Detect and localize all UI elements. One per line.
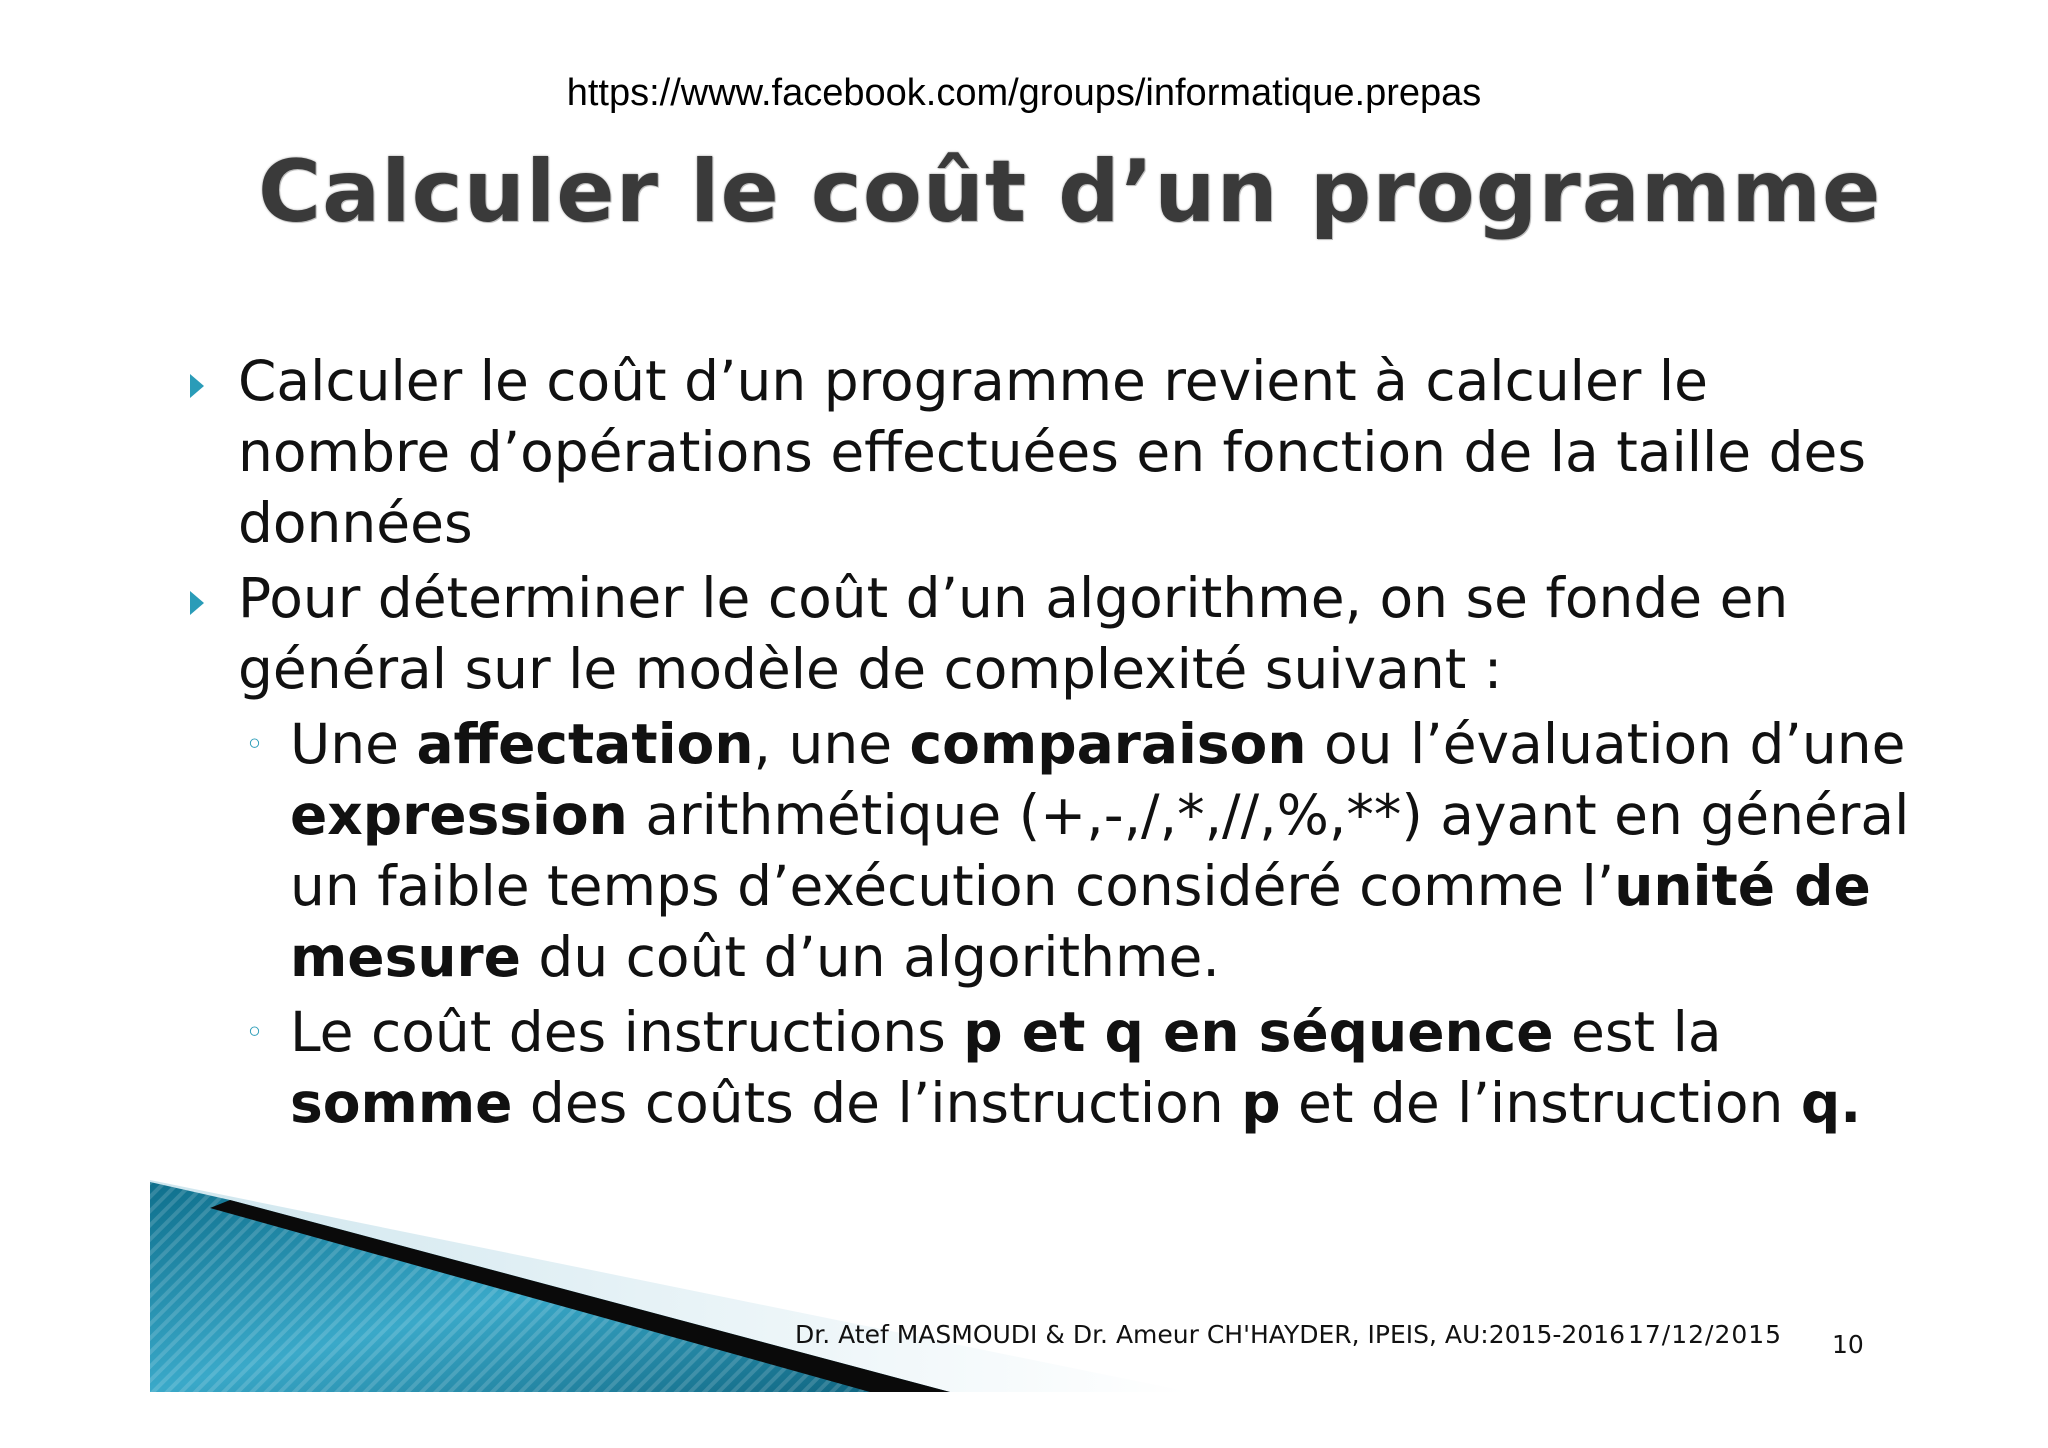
triangle-bullet-icon xyxy=(190,374,204,398)
corner-decoration xyxy=(150,1180,1210,1392)
slide-content xyxy=(190,346,1930,1143)
sub-bullet-item xyxy=(190,997,1930,1139)
slide-title: Calculer le coût d’un programme xyxy=(258,142,1882,242)
bullet-item xyxy=(190,346,1930,559)
circle-bullet-icon: ◦ xyxy=(245,725,264,763)
page-number: 10 xyxy=(1832,1330,1864,1359)
sub-bullet-text: Une affectation, une comparaison ou l’évaluation d’une expression arithmétique (+,-,/,*,//,%,**) ayant en général un faible temps d’exécution considéré comme l’unité de mesure du coût d’un algorithme. xyxy=(290,712,1910,989)
triangle-bullet-icon xyxy=(190,591,204,615)
bullet-item xyxy=(190,563,1930,705)
sub-bullet-item xyxy=(190,709,1930,993)
circle-bullet-icon: ◦ xyxy=(245,1013,264,1051)
footer-date: 17/12/2015 xyxy=(1628,1320,1783,1349)
source-url: https://www.facebook.com/groups/informatique.prepas xyxy=(566,72,1482,114)
footer-author: Dr. Atef MASMOUDI & Dr. Ameur CH'HAYDER, IPEIS, AU:2015-2016 xyxy=(795,1320,1625,1349)
bullet-text: Calculer le coût d’un programme revient à calculer le nombre d’opérations effectuées en fonction de la taille des données xyxy=(238,349,1867,555)
bullet-text: Pour déterminer le coût d’un algorithme, on se fonde en général sur le modèle de complexité suivant : xyxy=(238,566,1789,701)
sub-bullet-text: Le coût des instructions p et q en séquence est la somme des coûts de l’instruction p et de l’instruction q. xyxy=(290,1000,1862,1135)
